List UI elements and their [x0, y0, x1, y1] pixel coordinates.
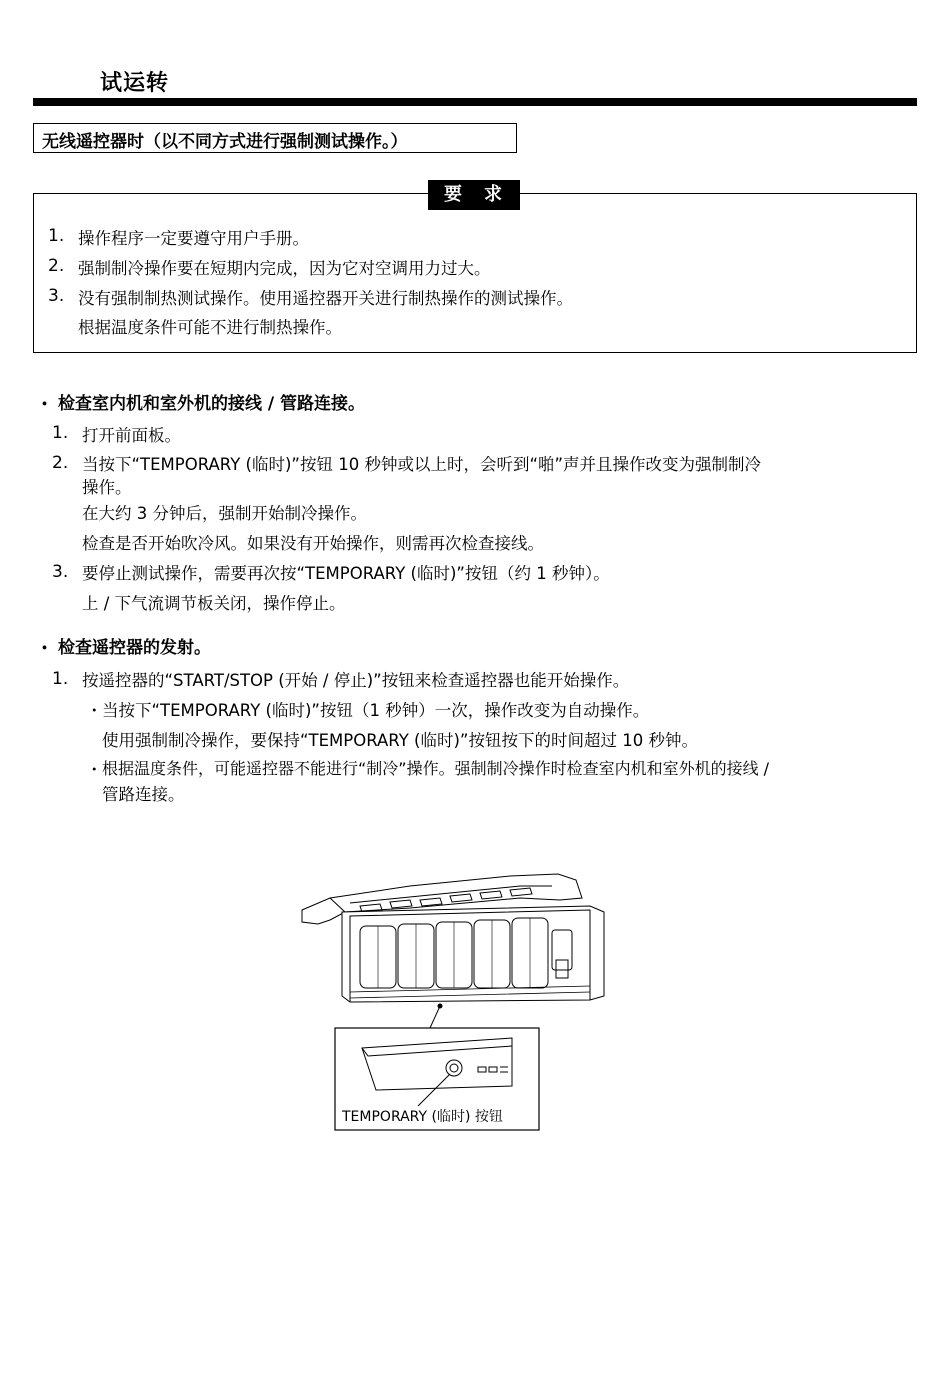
req-item-2-num: 2. — [48, 256, 65, 276]
s1-step3-line2: 上 / 下气流调节板关闭，操作停止。 — [82, 594, 346, 613]
req-item-1-text: 操作程序一定要遵守用户手册。 — [78, 229, 309, 248]
req-item-3-text: 没有强制制热测试操作。使用遥控器开关进行制热操作的测试操作。 — [78, 289, 573, 308]
s1-step2-line1: 当按下“TEMPORARY (临时)”按钮 10 秒钟或以上时，会听到“啪”声并且操作改变为强制制冷 — [82, 455, 762, 474]
req-item-2-text: 强制制冷操作要在短期内完成，因为它对空调用力过大。 — [78, 259, 491, 278]
requirements-label: 要 求 — [428, 180, 520, 210]
air-conditioner-illustration — [290, 860, 620, 1140]
s1-step1-num: 1. — [52, 423, 69, 443]
s2-sub2-line1: 根据温度条件，可能遥控器不能进行“制冷”操作。强制制冷操作时检查室内机和室外机的接线 / — [102, 759, 770, 778]
s1-step2-line2: 操作。 — [82, 478, 132, 497]
s2-sub1-bullet: ・ — [86, 701, 103, 720]
section1-bullet: ・ — [36, 395, 53, 415]
s1-step2-num: 2. — [52, 453, 69, 473]
s1-step3-line1: 要停止测试操作，需要再次按“TEMPORARY (临时)”按钮（约 1 秒钟）。 — [82, 564, 610, 583]
page-title: 试运转 — [100, 71, 170, 96]
s2-sub1-line1: 当按下“TEMPORARY (临时)”按钮（1 秒钟）一次，操作改变为自动操作。 — [102, 701, 650, 720]
section-subheader: 无线遥控器时（以不同方式进行强制测试操作。） — [33, 123, 517, 153]
section2-title: 检查遥控器的发射。 — [58, 638, 211, 658]
s1-step2-line4: 检查是否开始吹冷风。如果没有开始操作，则需再次检查接线。 — [82, 534, 544, 553]
s2-sub1-line2: 使用强制制冷操作，要保持“TEMPORARY (临时)”按钮按下的时间超过 10 秒钟。 — [102, 731, 698, 750]
s2-sub2-bullet: ・ — [86, 760, 103, 779]
req-item-3-num: 3. — [48, 286, 65, 306]
req-note: 根据温度条件可能不进行制热操作。 — [78, 318, 342, 337]
s2-sub2-line2: 管路连接。 — [102, 785, 185, 804]
callout-leader — [430, 1006, 440, 1028]
temporary-button-label: TEMPORARY (临时) 按钮 — [342, 1109, 503, 1125]
s2-step1-num: 1. — [52, 669, 69, 689]
req-item-1-num: 1. — [48, 226, 65, 246]
section2-bullet: ・ — [36, 639, 53, 659]
section1-title: 检查室内机和室外机的接线 / 管路连接。 — [58, 394, 366, 414]
s1-step2-line3: 在大约 3 分钟后，强制开始制冷操作。 — [82, 504, 367, 523]
s1-step1-line1: 打开前面板。 — [82, 426, 181, 445]
indoor-unit-body — [342, 906, 604, 1008]
s1-step3-num: 3. — [52, 562, 69, 582]
s2-step1-text: 按遥控器的“START/STOP (开始 / 停止)”按钮来检查遥控器也能开始操作。 — [82, 671, 630, 690]
header-rule — [33, 98, 917, 106]
